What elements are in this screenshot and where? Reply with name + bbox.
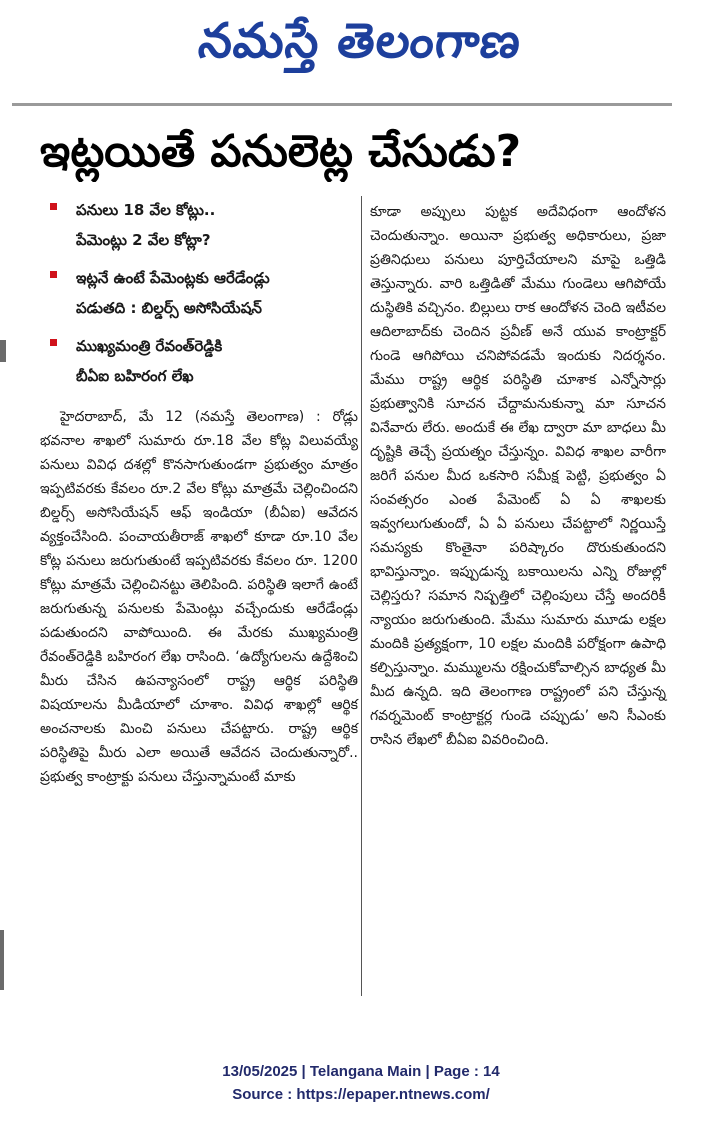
red-bullet-icon <box>50 271 57 278</box>
highlight-item <box>40 263 358 323</box>
left-edge-mark <box>0 340 6 362</box>
article-column-right <box>370 200 666 752</box>
masthead <box>0 0 722 80</box>
article-body-left: హైదరాబాద్, మే 12 (నమస్తే తెలంగాణ) : రోడ్లు భవనాల శాఖలో సుమారు రూ.18 వేల కోట్ల విలువయ్యే పనులు వివిధ దశల్లో కొనసాగుతుండగా ప్రభుత్వం మాత్రం ఇప్పటివరకు కేవలం రూ.2 వేల కోట్లు మాత్రమే చెల్లించిందని బిల్డర్స్ అసోసియేషన్ ఆఫ్ ఇండియా (బీఏఐ) ఆవేదన వ్యక్తంచేసింది. పంచాయతీరాజ్ శాఖలో కూడా రూ.10 వేల కోట్ల పనులు జరుగుతుంటే ఇప్పటివరకు కేవలం రూ. 1200 కోట్లు మాత్రమే చెల్లించినట్టు తెలిపింది. పరిస్థితి ఇలాగే ఉంటే జరుగుతున్న పనులకు పేమెంట్లు వచ్చేందుకు ఆరేడేండ్లు పడుతుందని వాపోయింది. ఈ మేరకు ముఖ్యమంత్రి రేవంత్‌రెడ్డికి బహిరంగ లేఖ రాసింది. ‘ఉద్యోగులను ఉద్దేశించి మీరు చేసిన ఉపన్యాసంలో రాష్ట్ర ఆర్థిక పరిస్థితి విషయాలను మీడియాలో చూశాం. వివిధ శాఖల్లో ఆర్థిక అంచనాలకు మించి పనులు చేపట్టారు. రాష్ట్ర ఆర్థిక పరిస్థితిపై మీరు ఎలా అయితే ఆవేదన చెందుతున్నారో.. ప్రభుత్వ కాంట్రాక్టు పనులు చేస్తున్నామంటే మాకు <box>40 409 358 785</box>
article-column-left <box>40 195 358 789</box>
highlight-line: ముఖ్యమంత్రి రేవంత్‌రెడ్డికి <box>76 337 223 355</box>
column-divider <box>361 196 362 996</box>
footer-source: Source : https://epaper.ntnews.com/ <box>232 1086 490 1103</box>
highlight-line: పడుతది : బిల్డర్స్ అసోసియేషన్ <box>76 299 262 317</box>
left-edge-mark <box>0 930 4 990</box>
highlight-line: బీఏఐ బహిరంగ లేఖ <box>76 367 194 385</box>
masthead-logo: నమస్తే తెలంగాణ <box>195 13 525 69</box>
footer-date-edition: 13/05/2025 | Telangana Main | Page : 14 <box>222 1063 500 1080</box>
red-bullet-icon <box>50 339 57 346</box>
highlight-item <box>40 331 358 391</box>
article-body-right: కూడా అప్పులు పుట్టక అదేవిధంగా ఆందోళన చెందుతున్నాం. అయినా ప్రభుత్వ అధికారులు, ప్రజా ప్రతినిధులు పనులు పూర్తిచేయాలని మాపై ఒత్తిడి తెస్తున్నారు. వారి ఒత్తిడితో మేము గుండెలు ఆగిపోయే దుస్థితికి వచ్చినం. బిల్లులు రాక ఆందోళన చెంది ఇటీవల ఆదిలాబాద్‌కు చెందిన ప్రవీణ్ అనే యువ కాంట్రాక్టర్ గుండె ఆగిపోయి చనిపోవడమే ఇందుకు నిదర్శనం. మేము రాష్ట్ర ఆర్థిక పరిస్థితి చూశాక ఎన్నోసార్లు ప్రభుత్వానికి సూచన చేద్దామనుకున్నా మా సూచన వినేవారు లేరు. అందుకే ఈ లేఖ ద్వారా మా బాధలు మీ దృష్టికి తెచ్చే ప్రయత్నం చేస్తున్నం. వివిధ శాఖల వారీగా జరిగే పనుల మీద ఒకసారి సమీక్ష పెట్టి, ప్రభుత్వం ఏ సంవత్సరం ఎంత పేమెంట్ ఏ ఏ శాఖలకు ఇవ్వగలుగుతుందో, ఏ ఏ పనులు చేపట్టాలో నిర్ణయిస్తే సమస్యకు కొంతైనా పరిష్కారం దొరుకుతుందని భావిస్తున్నాం. ఇప్పుడున్న బకాయిలను ఎన్ని రోజుల్లో చెల్లిస్తరు? సమాన నిష్పత్తిలో చెల్లింపులు చేస్తే అందరికీ న్యాయం జరుగుతుంది. మేము సుమారు మూడు లక్షల మందికి ప్రత్యక్షంగా, 10 లక్షల మందికి పరోక్షంగా ఉపాధి కల్పిస్తున్నాం. మమ్ములను రక్షించుకోవాల్సిన బాధ్యత మీ మీద ఉన్నది. ఇది తెలంగాణ రాష్ట్రంలో పని చేస్తున్న గవర్నమెంట్ కాంట్రాక్టర్ల గుండె చప్పుడు’ అని సీఎంకు రాసిన లేఖలో బీఏఐ వివరించింది. <box>370 204 666 748</box>
highlight-line: పనులు 18 వేల కోట్లు.. <box>76 201 216 219</box>
highlight-line: పేమెంట్లు 2 వేల కోట్లా? <box>76 231 211 249</box>
highlight-line: ఇట్లనే ఉంటే పేమెంట్లకు ఆరేడేండ్లు <box>76 269 270 287</box>
masthead-rule <box>12 103 672 106</box>
highlight-item <box>40 195 358 255</box>
headline: ఇట్లయితే పనులెట్ల చేసుడు? <box>40 126 522 177</box>
red-bullet-icon <box>50 203 57 210</box>
